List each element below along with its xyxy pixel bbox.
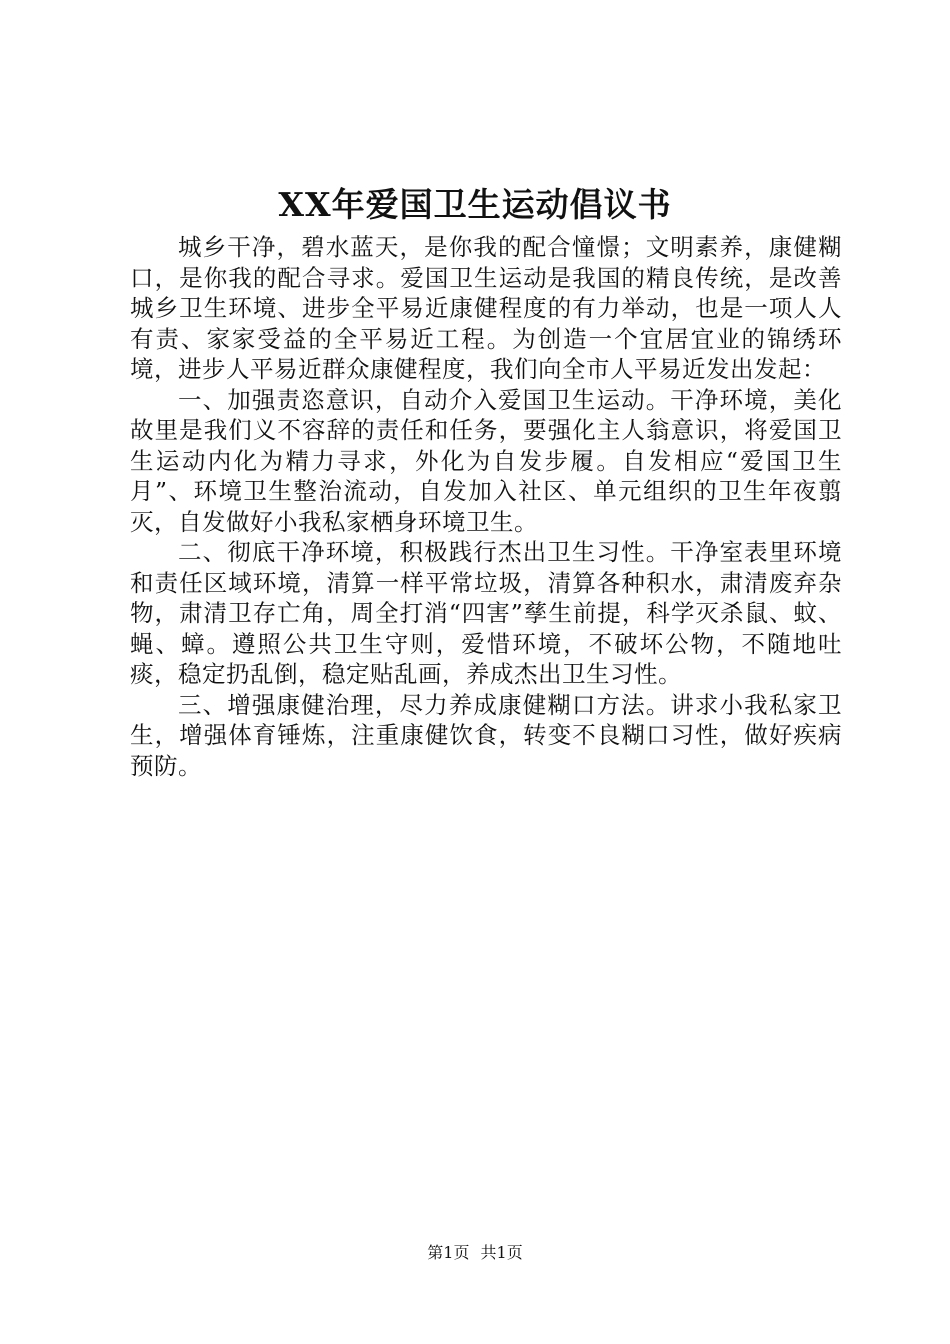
page-total: 共1页 (480, 1243, 523, 1262)
paragraph-item-1: 一、加强责恣意识，自动介入爱国卫生运动。干净环境，美化故里是我们义不容辞的责任和任务，要强化主人翁意识，将爱国卫生运动内化为精力寻求，外化为自发步履。自发相应“爱国卫生月”、环境卫生整治流动，自发加入社区、单元组织的卫生年夜翦灭，自发做好小我私家栖身环境卫生。 (130, 385, 842, 536)
page-footer (0, 1242, 950, 1264)
document-body (130, 232, 842, 781)
paragraph-item-3: 三、增强康健治理，尽力养成康健糊口方法。讲求小我私家卫生，增强体育锤炼，注重康健饮食，转变不良糊口习性，做好疾病预防。 (130, 690, 842, 780)
document-title: XX年爱国卫生运动倡议书 (278, 185, 672, 224)
paragraph-intro: 城乡干净，碧水蓝天，是你我的配合憧憬；文明素养，康健糊口，是你我的配合寻求。爱国卫生运动是我国的精良传统，是改善城乡卫生环境、进步全平易近康健程度的有力举动，也是一项人人有责、家家受益的全平易近工程。为创造一个宜居宜业的锦绣环境，进步人平易近群众康健程度，我们向全市人平易近发出发起： (130, 233, 842, 383)
page-number: 第1页 (427, 1243, 470, 1262)
paragraph-item-2: 二、彻底干净环境，积极践行杰出卫生习性。干净室表里环境和责任区域环境，清算一样平常垃圾，清算各种积水，肃清废弃杂物，肃清卫存亡角，周全打消“四害”孳生前提，科学灭杀鼠、蚊、蝇、蟑。遵照公共卫生守则，爱惜环境，不破坏公物，不随地吐痰，稳定扔乱倒，稳定贴乱画，养成杰出卫生习性。 (130, 538, 842, 688)
